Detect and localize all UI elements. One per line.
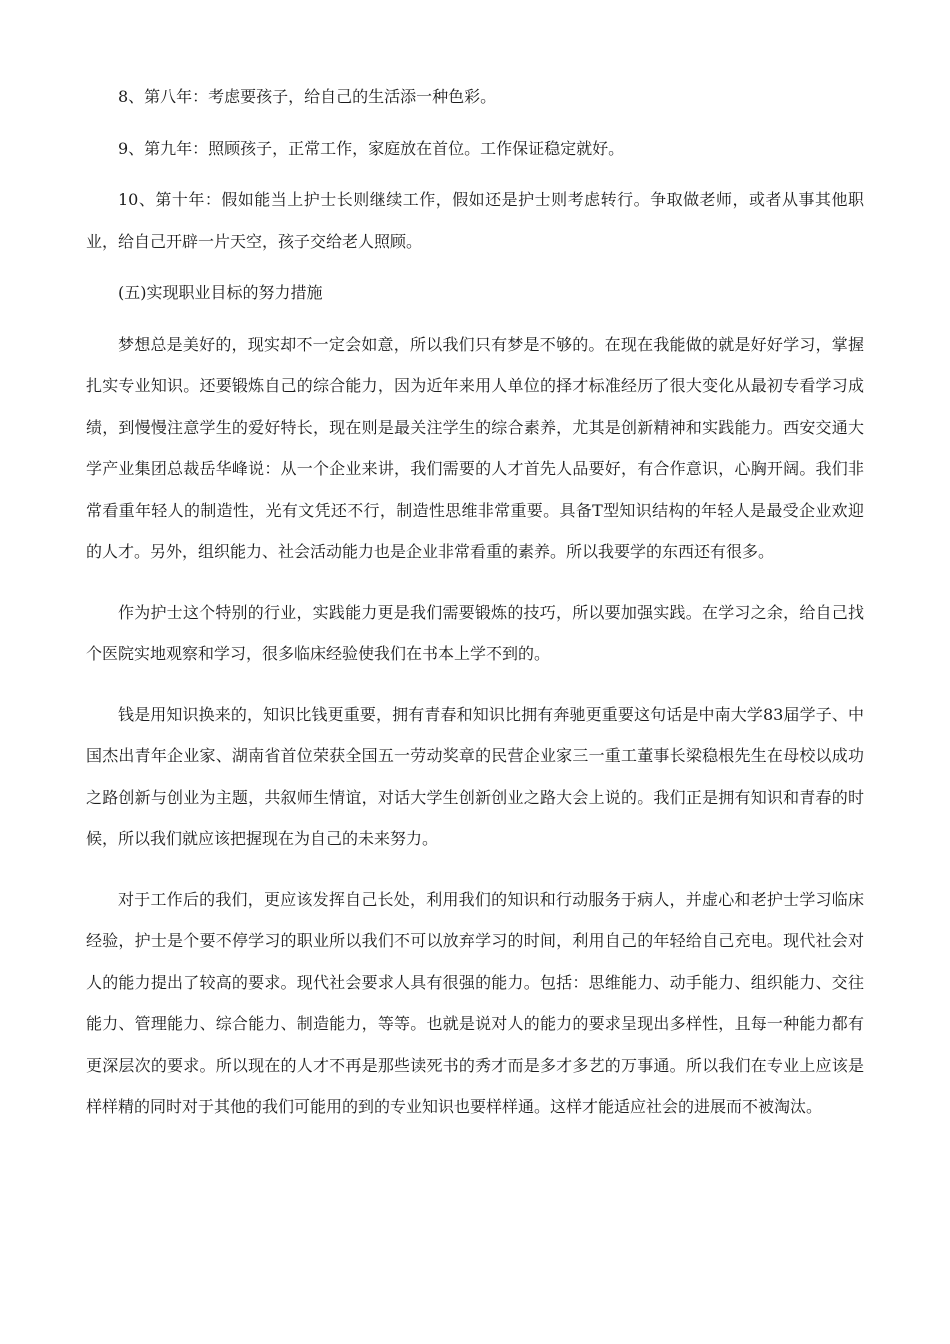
- plan-item-year-9: 9、第九年：照顾孩子，正常工作，家庭放在首位。工作保证稳定就好。: [118, 138, 625, 158]
- body-paragraph: 钱是用知识换来的，知识比钱更重要，拥有青春和知识比拥有奔驰更重要这句话是中南大学83届学子、中国杰出青年企业家、湖南省首位荣获全国五一劳动奖章的民营企业家三一重工董事长梁稳根先生在母校以成功之路创新与创业为主题，共叙师生情谊，对话大学生创新创业之路大会上说的。我们正是拥有知识和青春的时候，所以我们就应该把握现在为自己的未来努力。: [86, 704, 864, 848]
- document-page: [86, 76, 864, 1147]
- body-paragraph: 梦想总是美好的，现实却不一定会如意，所以我们只有梦是不够的。在现在我能做的就是好好学习，掌握扎实专业知识。还要锻炼自己的综合能力，因为近年来用人单位的择才标准经历了很大变化从最初专看学习成绩，到慢慢注意学生的爱好特长，现在则是最关注学生的综合素养，尤其是创新精神和实践能力。西安交通大学产业集团总裁岳华峰说：从一个企业来讲，我们需要的人才首先人品要好，有合作意识，心胸开阔。我们非常看重年轻人的制造性，光有文凭还不行，制造性思维非常重要。具备T型知识结构的年轻人是最受企业欢迎的人才。另外，组织能力、社会活动能力也是企业非常看重的素养。所以我要学的东西还有很多。: [86, 334, 864, 561]
- plan-item-year-8: 8、第八年：考虑要孩子，给自己的生活添一种色彩。: [118, 87, 497, 106]
- body-paragraph: 对于工作后的我们，更应该发挥自己长处，利用我们的知识和行动服务于病人，并虚心和老护士学习临床经验，护士是个要不停学习的职业所以我们不可以放弃学习的时间，利用自己的年轻给自己充电。现代社会对人的能力提出了较高的要求。现代社会要求人具有很强的能力。包括：思维能力、动手能力、组织能力、交往能力、管理能力、综合能力、制造能力，等等。也就是说对人的能力的要求呈现出多样性，且每一种能力都有更深层次的要求。所以现在的人才不再是那些读死书的秀才而是多才多艺的万事通。所以我们在专业上应该是样样精的同时对于其他的我们可能用的到的专业知识也要样样通。这样才能适应社会的进展而不被淘汰。: [86, 889, 864, 1116]
- section-heading: (五)实现职业目标的努力措施: [118, 283, 323, 302]
- body-paragraph: 作为护士这个特别的行业，实践能力更是我们需要锻炼的技巧，所以要加强实践。在学习之余，给自己找个医院实地观察和学习，很多临床经验使我们在书本上学不到的。: [86, 602, 864, 663]
- plan-item-year-10: 10、第十年：假如能当上护士长则继续工作，假如还是护士则考虑转行。争取做老师，或者从事其他职业，给自己开辟一片天空，孩子交给老人照顾。: [86, 190, 864, 251]
